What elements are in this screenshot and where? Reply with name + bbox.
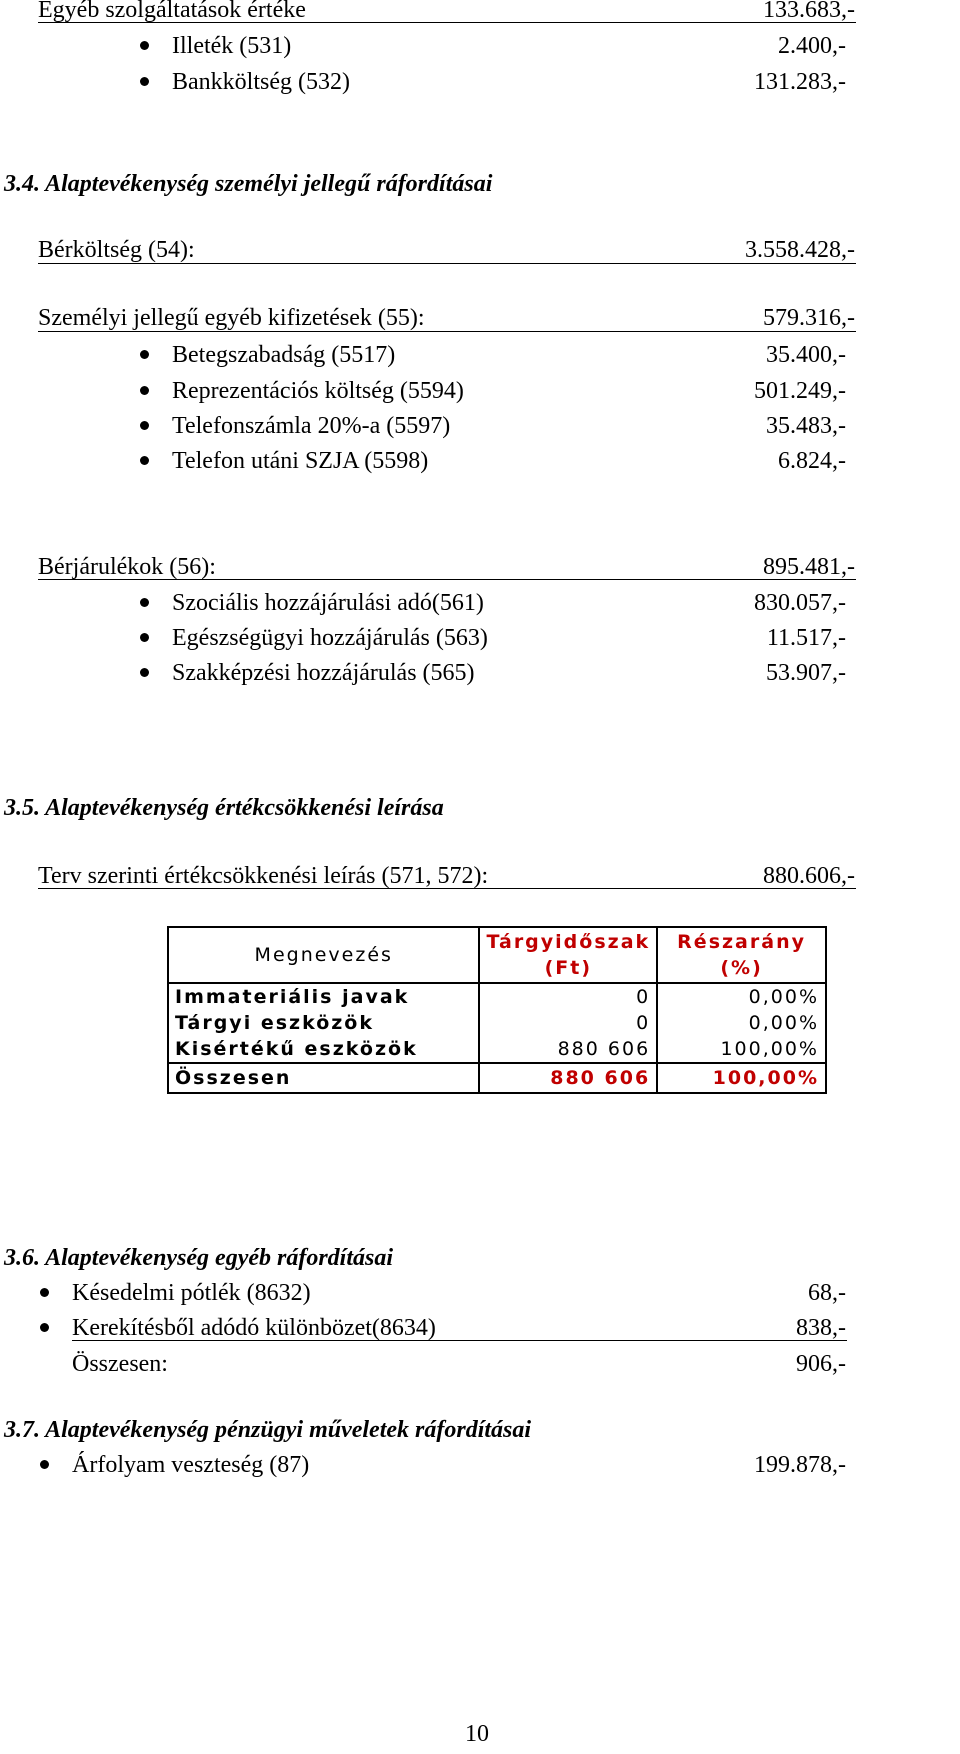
bullet-icon xyxy=(140,41,149,50)
other-payments-total: 579.316,- xyxy=(763,305,855,331)
table-row xyxy=(168,983,826,1010)
table-header-row xyxy=(168,927,826,983)
other-services-underline xyxy=(38,22,856,23)
depreciation-label: Terv szerinti értékcsökkenési leírás (571, 572): xyxy=(38,863,489,889)
contributions-label: Bérjárulékok (56): xyxy=(38,554,216,580)
section-3-6-total-label: Összesen: xyxy=(72,1351,168,1377)
row-name: Kisértékű eszközök xyxy=(168,1036,479,1063)
bullet-icon xyxy=(40,1460,49,1469)
list-item-label: Szakképzési hozzájárulás (565) xyxy=(172,660,475,686)
list-item-label: Reprezentációs költség (5594) xyxy=(172,378,464,404)
depreciation-total: 880.606,- xyxy=(763,863,855,889)
row-period: 0 xyxy=(479,983,657,1010)
bullet-icon xyxy=(140,668,149,677)
list-item-value: 830.057,- xyxy=(754,590,846,616)
list-item-value: 199.878,- xyxy=(754,1452,846,1478)
col-header-ratio-line2: (%) xyxy=(720,957,763,979)
list-item-label: Késedelmi pótlék (8632) xyxy=(72,1280,311,1306)
list-item-label: Egészségügyi hozzájárulás (563) xyxy=(172,625,488,651)
list-item-label: Szociális hozzájárulási adó(561) xyxy=(172,590,484,616)
section-3-6-total-value: 906,- xyxy=(796,1351,846,1377)
row-ratio: 0,00% xyxy=(657,983,826,1010)
depreciation-table xyxy=(167,926,827,1094)
col-header-period-line1: Tárgyidőszak xyxy=(486,931,651,953)
list-item-label: Kerekítésből adódó különbözet(8634) xyxy=(72,1315,436,1341)
list-item-label: Illeték (531) xyxy=(172,33,292,59)
list-item-label: Telefonszámla 20%-a (5597) xyxy=(172,413,451,439)
list-item-value: 501.249,- xyxy=(754,378,846,404)
row-ratio: 100,00% xyxy=(657,1036,826,1063)
table-row xyxy=(168,1036,826,1063)
bullet-icon xyxy=(140,598,149,607)
bullet-icon xyxy=(40,1288,49,1297)
table-total-row xyxy=(168,1063,826,1093)
other-payments-underline xyxy=(38,331,856,332)
section-3-4-heading: 3.4. Alaptevékenység személyi jellegű ráfordításai xyxy=(4,171,493,197)
list-item-value: 53.907,- xyxy=(766,660,846,686)
list-item-value: 35.400,- xyxy=(766,342,846,368)
list-item-value: 35.483,- xyxy=(766,413,846,439)
bullet-icon xyxy=(140,77,149,86)
list-item-value: 2.400,- xyxy=(778,33,846,59)
list-item-label: Árfolyam veszteség (87) xyxy=(72,1452,310,1478)
other-services-label: Egyéb szolgáltatások értéke xyxy=(38,0,306,23)
col-header-name: Megnevezés xyxy=(168,927,479,983)
bullet-icon xyxy=(140,421,149,430)
col-header-ratio-line1: Részarány xyxy=(677,931,806,953)
bullet-icon xyxy=(140,456,149,465)
section-3-6-heading: 3.6. Alaptevékenység egyéb ráfordításai xyxy=(4,1245,394,1271)
row-period: 880 606 xyxy=(479,1036,657,1063)
total-period: 880 606 xyxy=(479,1063,657,1093)
contributions-total: 895.481,- xyxy=(763,554,855,580)
bullet-icon xyxy=(140,386,149,395)
section-3-7-heading: 3.7. Alaptevékenység pénzügyi műveletek ráfordításai xyxy=(4,1417,532,1443)
total-ratio: 100,00% xyxy=(657,1063,826,1093)
list-item-label: Bankköltség (532) xyxy=(172,69,350,95)
row-ratio: 0,00% xyxy=(657,1010,826,1036)
depreciation-underline xyxy=(38,888,856,889)
row-name: Tárgyi eszközök xyxy=(168,1010,479,1036)
bullet-icon xyxy=(140,350,149,359)
list-item-value: 68,- xyxy=(808,1280,846,1306)
section-3-5-heading: 3.5. Alaptevékenység értékcsökkenési leírása xyxy=(4,795,444,821)
col-header-period xyxy=(479,927,657,983)
col-header-ratio xyxy=(657,927,826,983)
wages-total: 3.558.428,- xyxy=(745,237,855,263)
section-3-6-underline xyxy=(72,1340,847,1341)
other-payments-label: Személyi jellegű egyéb kifizetések (55): xyxy=(38,305,425,331)
total-name: Összesen xyxy=(168,1063,479,1093)
col-header-period-line2: (Ft) xyxy=(544,957,593,979)
page-number: 10 xyxy=(465,1721,489,1747)
contributions-underline xyxy=(38,579,856,580)
list-item-value: 131.283,- xyxy=(754,69,846,95)
wages-label: Bérköltség (54): xyxy=(38,237,195,263)
list-item-value: 11.517,- xyxy=(766,625,846,651)
list-item-label: Betegszabadság (5517) xyxy=(172,342,396,368)
row-name: Immateriális javak xyxy=(168,983,479,1010)
list-item-value: 838,- xyxy=(796,1315,846,1341)
other-services-total: 133.683,- xyxy=(763,0,855,23)
bullet-icon xyxy=(140,633,149,642)
wages-underline xyxy=(38,263,856,264)
row-period: 0 xyxy=(479,1010,657,1036)
bullet-icon xyxy=(40,1323,49,1332)
list-item-value: 6.824,- xyxy=(778,448,846,474)
list-item-label: Telefon utáni SZJA (5598) xyxy=(172,448,429,474)
table-row xyxy=(168,1010,826,1036)
